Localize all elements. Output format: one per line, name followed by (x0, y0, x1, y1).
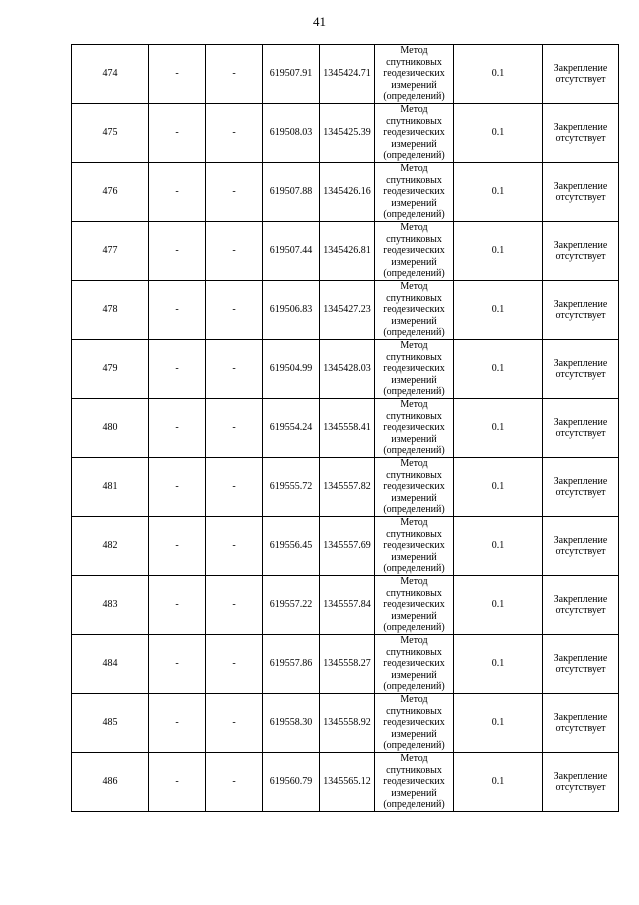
dash-cell: - (206, 45, 263, 104)
point-number-cell: 476 (72, 163, 149, 222)
table-row (72, 694, 619, 753)
accuracy-cell: 0.1 (454, 399, 543, 458)
dash-cell: - (206, 104, 263, 163)
y-coordinate-cell: 1345557.84 (320, 576, 375, 635)
point-number-cell: 475 (72, 104, 149, 163)
dash-cell: - (149, 222, 206, 281)
y-coordinate-cell: 1345558.92 (320, 694, 375, 753)
table-row (72, 45, 619, 104)
x-coordinate-cell: 619555.72 (263, 458, 320, 517)
dash-cell: - (206, 281, 263, 340)
accuracy-cell: 0.1 (454, 281, 543, 340)
fixation-note-cell: Закрепление отсутствует (543, 45, 619, 104)
x-coordinate-cell: 619508.03 (263, 104, 320, 163)
y-coordinate-cell: 1345427.23 (320, 281, 375, 340)
method-cell: Метод спутниковых геодезических измерений (определений) (375, 399, 454, 458)
method-cell: Метод спутниковых геодезических измерений (определений) (375, 45, 454, 104)
x-coordinate-cell: 619554.24 (263, 399, 320, 458)
method-cell: Метод спутниковых геодезических измерений (определений) (375, 281, 454, 340)
fixation-note-cell: Закрепление отсутствует (543, 635, 619, 694)
y-coordinate-cell: 1345565.12 (320, 753, 375, 812)
fixation-note-cell: Закрепление отсутствует (543, 222, 619, 281)
dash-cell: - (149, 576, 206, 635)
fixation-note-cell: Закрепление отсутствует (543, 576, 619, 635)
table-body (72, 45, 619, 812)
point-number-cell: 477 (72, 222, 149, 281)
dash-cell: - (206, 458, 263, 517)
method-cell: Метод спутниковых геодезических измерений (определений) (375, 340, 454, 399)
page-number: 41 (313, 14, 326, 29)
point-number-cell: 482 (72, 517, 149, 576)
table-row (72, 104, 619, 163)
x-coordinate-cell: 619560.79 (263, 753, 320, 812)
method-cell: Метод спутниковых геодезических измерений (определений) (375, 458, 454, 517)
x-coordinate-cell: 619504.99 (263, 340, 320, 399)
table-row (72, 458, 619, 517)
y-coordinate-cell: 1345557.69 (320, 517, 375, 576)
table-row (72, 163, 619, 222)
dash-cell: - (149, 281, 206, 340)
fixation-note-cell: Закрепление отсутствует (543, 458, 619, 517)
dash-cell: - (206, 163, 263, 222)
dash-cell: - (149, 163, 206, 222)
point-number-cell: 479 (72, 340, 149, 399)
y-coordinate-cell: 1345558.41 (320, 399, 375, 458)
table-row (72, 340, 619, 399)
method-cell: Метод спутниковых геодезических измерений (определений) (375, 517, 454, 576)
point-number-cell: 481 (72, 458, 149, 517)
dash-cell: - (206, 340, 263, 399)
table-row (72, 517, 619, 576)
accuracy-cell: 0.1 (454, 576, 543, 635)
table-row (72, 399, 619, 458)
point-number-cell: 480 (72, 399, 149, 458)
fixation-note-cell: Закрепление отсутствует (543, 340, 619, 399)
fixation-note-cell: Закрепление отсутствует (543, 163, 619, 222)
x-coordinate-cell: 619558.30 (263, 694, 320, 753)
dash-cell: - (206, 576, 263, 635)
table-row (72, 576, 619, 635)
accuracy-cell: 0.1 (454, 753, 543, 812)
coordinates-table (71, 44, 619, 812)
x-coordinate-cell: 619507.44 (263, 222, 320, 281)
dash-cell: - (149, 517, 206, 576)
point-number-cell: 484 (72, 635, 149, 694)
dash-cell: - (149, 635, 206, 694)
table-row (72, 635, 619, 694)
x-coordinate-cell: 619556.45 (263, 517, 320, 576)
y-coordinate-cell: 1345428.03 (320, 340, 375, 399)
accuracy-cell: 0.1 (454, 458, 543, 517)
dash-cell: - (206, 517, 263, 576)
method-cell: Метод спутниковых геодезических измерений (определений) (375, 163, 454, 222)
y-coordinate-cell: 1345426.16 (320, 163, 375, 222)
dash-cell: - (149, 340, 206, 399)
point-number-cell: 485 (72, 694, 149, 753)
x-coordinate-cell: 619507.91 (263, 45, 320, 104)
x-coordinate-cell: 619557.86 (263, 635, 320, 694)
table-row (72, 222, 619, 281)
accuracy-cell: 0.1 (454, 104, 543, 163)
accuracy-cell: 0.1 (454, 340, 543, 399)
x-coordinate-cell: 619506.83 (263, 281, 320, 340)
dash-cell: - (206, 635, 263, 694)
method-cell: Метод спутниковых геодезических измерений (определений) (375, 753, 454, 812)
fixation-note-cell: Закрепление отсутствует (543, 104, 619, 163)
dash-cell: - (149, 45, 206, 104)
fixation-note-cell: Закрепление отсутствует (543, 753, 619, 812)
point-number-cell: 483 (72, 576, 149, 635)
dash-cell: - (206, 694, 263, 753)
x-coordinate-cell: 619557.22 (263, 576, 320, 635)
accuracy-cell: 0.1 (454, 45, 543, 104)
y-coordinate-cell: 1345558.27 (320, 635, 375, 694)
dash-cell: - (206, 222, 263, 281)
accuracy-cell: 0.1 (454, 163, 543, 222)
y-coordinate-cell: 1345425.39 (320, 104, 375, 163)
dash-cell: - (149, 399, 206, 458)
method-cell: Метод спутниковых геодезических измерений (определений) (375, 104, 454, 163)
dash-cell: - (206, 753, 263, 812)
dash-cell: - (149, 458, 206, 517)
accuracy-cell: 0.1 (454, 222, 543, 281)
point-number-cell: 474 (72, 45, 149, 104)
dash-cell: - (206, 399, 263, 458)
table-row (72, 753, 619, 812)
accuracy-cell: 0.1 (454, 694, 543, 753)
dash-cell: - (149, 753, 206, 812)
y-coordinate-cell: 1345426.81 (320, 222, 375, 281)
method-cell: Метод спутниковых геодезических измерений (определений) (375, 694, 454, 753)
method-cell: Метод спутниковых геодезических измерений (определений) (375, 222, 454, 281)
point-number-cell: 486 (72, 753, 149, 812)
accuracy-cell: 0.1 (454, 517, 543, 576)
method-cell: Метод спутниковых геодезических измерений (определений) (375, 576, 454, 635)
x-coordinate-cell: 619507.88 (263, 163, 320, 222)
table-row (72, 281, 619, 340)
dash-cell: - (149, 104, 206, 163)
fixation-note-cell: Закрепление отсутствует (543, 399, 619, 458)
y-coordinate-cell: 1345424.71 (320, 45, 375, 104)
point-number-cell: 478 (72, 281, 149, 340)
dash-cell: - (149, 694, 206, 753)
method-cell: Метод спутниковых геодезических измерений (определений) (375, 635, 454, 694)
fixation-note-cell: Закрепление отсутствует (543, 694, 619, 753)
y-coordinate-cell: 1345557.82 (320, 458, 375, 517)
fixation-note-cell: Закрепление отсутствует (543, 517, 619, 576)
accuracy-cell: 0.1 (454, 635, 543, 694)
fixation-note-cell: Закрепление отсутствует (543, 281, 619, 340)
